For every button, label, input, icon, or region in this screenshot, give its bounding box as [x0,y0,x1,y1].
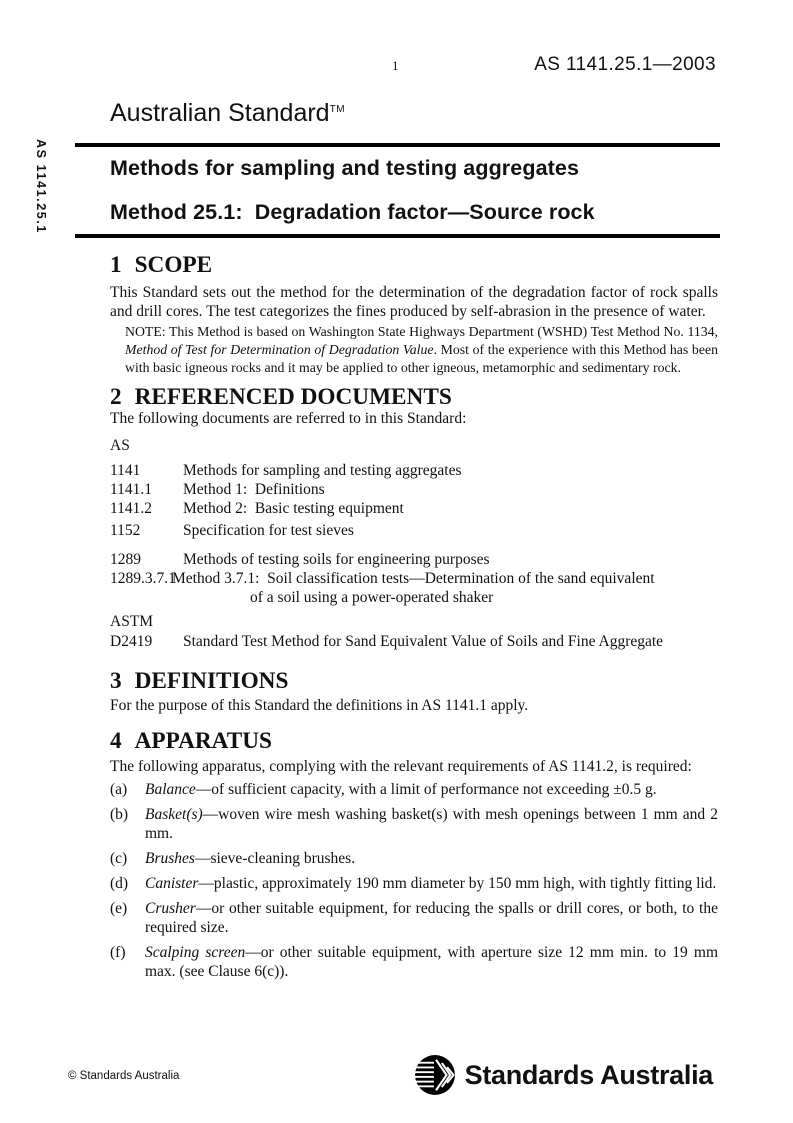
apparatus-description: —sieve-cleaning brushes. [194,850,356,867]
reference-row [110,499,718,518]
section-heading-definitions [110,668,718,694]
header-rule-bottom [75,234,720,238]
reference-row [110,569,718,607]
reference-title-line1: Method 3.7.1: Soil classification tests—Determination of the sand equivalent [172,570,655,587]
section-title: DEFINITIONS [134,668,289,694]
apparatus-term: Canister [145,875,199,892]
reference-row [110,461,718,480]
reference-designation: 1152 [110,522,141,539]
apparatus-description: —or other suitable equipment, for reducing the spalls or drill cores, or both, to the required size. [145,900,718,936]
scope-note [125,323,718,377]
apparatus-term: Brushes [145,850,195,867]
note-cited-title: Method of Test for Determination of Degradation Value [125,342,434,357]
section-number: 3 [110,668,122,694]
apparatus-description: —plastic, approximately 190 mm diameter by 150 mm high, with tightly fitting lid. [198,875,717,892]
list-item-text [145,943,718,981]
footer-brand-text: Standards Australia [464,1059,713,1090]
reference-designation: 1289 [110,551,141,568]
section-title: SCOPE [134,252,213,278]
list-item-text [145,805,718,843]
apparatus-item-e [110,899,718,937]
section-heading-apparatus [110,728,718,754]
footer-brand [414,1054,713,1096]
list-item-label: (e) [110,900,128,917]
definitions-paragraph: For the purpose of this Standard the definitions in AS 1141.1 apply. [110,697,529,714]
reference-title: Method 2: Basic testing equipment [183,500,404,517]
brand-title-text: Australian Standard [110,99,330,127]
section-number: 1 [110,252,122,278]
list-item-text [145,899,718,937]
document-body [110,252,718,987]
list-item-label: (f) [110,944,126,961]
scope-paragraph: This Standard sets out the method for the determination of the degradation factor of rock spalls and drill cores. The test categorizes the fines produced by self-abrasion in the presence of water. [110,284,718,320]
reference-designation: 1141 [110,462,141,479]
spine-code: AS 1141.25.1 [34,139,48,234]
note-text-pre: NOTE: This Method is based on Washington State Highways Department (WSHD) Test Method No. 1134, [125,324,718,339]
document-code: AS 1141.25.1—2003 [534,54,716,75]
brand-title [110,99,345,128]
apparatus-item-a [110,780,718,799]
apparatus-description: —or other suitable equipment, with aperture size 12 mm min. to 19 mm max. (see Clause 6(c)). [145,944,718,980]
list-item-label: (d) [110,875,129,892]
footer-copyright: © Standards Australia [68,1070,180,1082]
apparatus-description: —of sufficient capacity, with a limit of performance not exceeding ±0.5 g. [195,781,657,798]
list-item-label: (a) [110,781,128,798]
standard-subject-title: Methods for sampling and testing aggregates [110,156,579,180]
list-item-text [145,780,718,799]
reference-designation: 1289.3.7.1 [110,570,176,587]
page-number: 1 [392,58,399,73]
section-title: APPARATUS [134,728,272,754]
reference-row [110,521,718,540]
apparatus-item-b [110,805,718,843]
section-title: REFERENCED DOCUMENTS [134,384,452,410]
apparatus-term: Crusher [145,900,196,917]
section-heading-references [110,384,718,410]
reference-title: Method 1: Definitions [183,481,325,498]
reference-title: Methods of testing soils for engineering purposes [183,551,490,568]
section-heading-scope [110,252,718,278]
section-number: 4 [110,728,122,754]
reference-designation: D2419 [110,633,153,650]
apparatus-term: Basket(s) [145,806,203,823]
reference-row [110,480,718,499]
standard-method-title: Method 25.1: Degradation factor—Source rock [110,200,595,224]
reference-row [110,550,718,569]
apparatus-item-f [110,943,718,981]
reference-title: Methods for sampling and testing aggregates [183,462,462,479]
list-item-text [145,849,718,868]
reference-title [172,569,718,607]
standards-australia-globe-icon [414,1054,456,1096]
list-item-label: (b) [110,806,129,823]
apparatus-description: —woven wire mesh washing basket(s) with mesh openings between 1 mm and 2 mm. [145,806,718,842]
reference-designation: 1141.1 [110,481,153,498]
reference-row [110,632,718,651]
references-group-astm: ASTM [110,613,154,630]
list-item-label: (c) [110,850,128,867]
trademark-symbol: TM [329,104,346,115]
apparatus-item-c [110,849,718,868]
reference-title-line2: of a soil using a power-operated shaker [250,589,494,606]
reference-designation: 1141.2 [110,500,153,517]
section-number: 2 [110,384,122,410]
references-intro: The following documents are referred to in this Standard: [110,410,467,427]
references-group-as: AS [110,437,130,454]
apparatus-item-d [110,874,718,893]
apparatus-term: Balance [145,781,196,798]
apparatus-intro: The following apparatus, complying with the relevant requirements of AS 1141.2, is required: [110,758,692,775]
header-rule-top [75,143,720,147]
reference-title: Specification for test sieves [183,522,354,539]
reference-title: Standard Test Method for Sand Equivalent Value of Soils and Fine Aggregate [183,633,664,650]
note-text-post: . Most of the experience with this Method has been with basic igneous rocks and it may be applied to other igneous, metamorphic and sedimentary rock. [125,342,718,375]
apparatus-term: Scalping screen [145,944,246,961]
list-item-text [145,874,718,893]
